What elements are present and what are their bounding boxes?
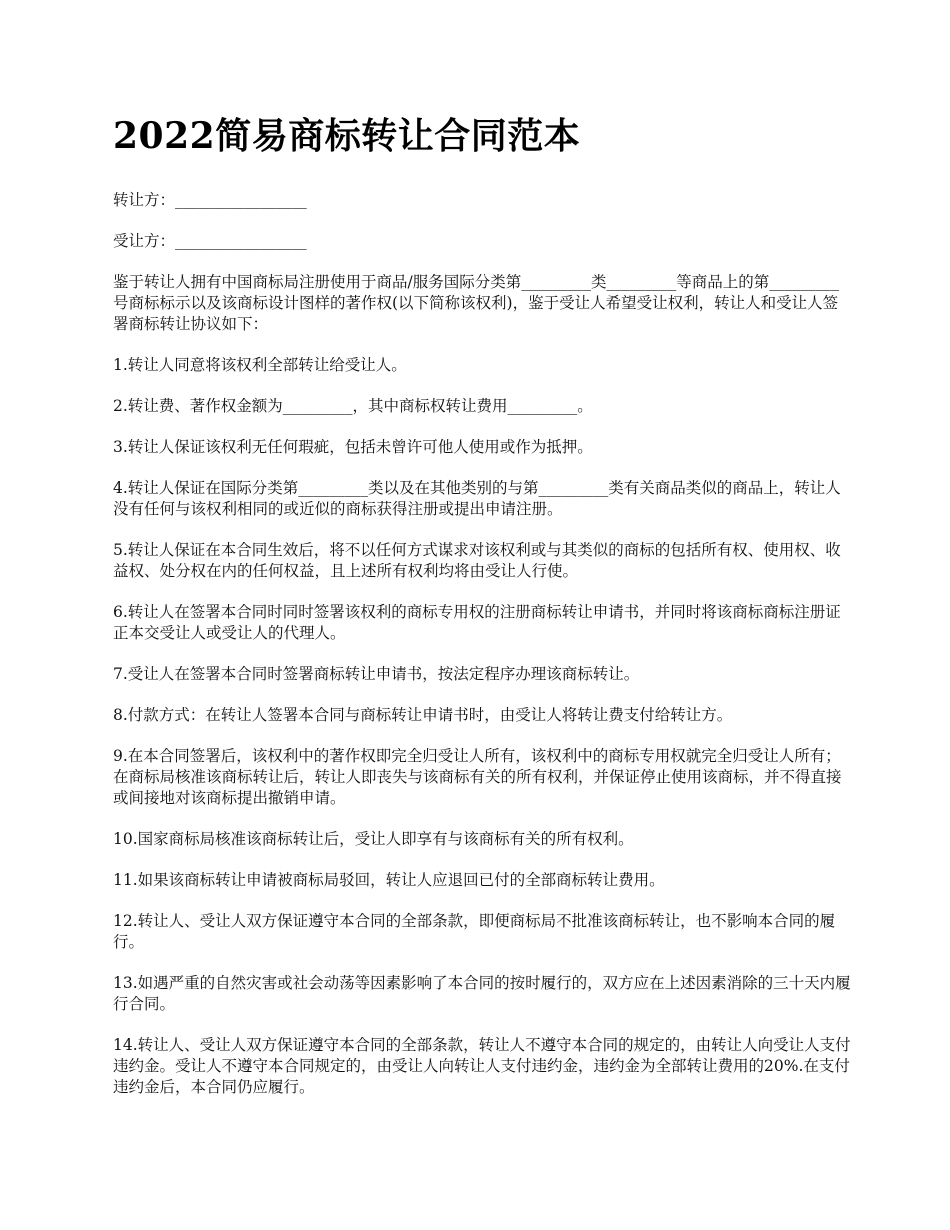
clause-5: 5.转让人保证在本合同生效后，将不以任何方式谋求对该权利或与其类似的商标的包括所有权、使用权、收益权、处分权在内的任何权益，且上述所有权利均将由受让人行使。 [113,541,841,580]
clause-14: 14.转让人、受让人双方保证遵守本合同的全部条款，转让人不遵守本合同的规定的，由转让人向受让人支付违约金。受让人不遵守本合同规定的，由受让人向转让人支付违约金，违约金为全部转让费用的20%.在支付违约金后，本合同仍应履行。 [113,1036,851,1096]
transferee-line: 受让方：_________________ [113,232,307,250]
clause-7: 7.受让人在签署本合同时签署商标转让申请书，按法定程序办理该商标转让。 [113,665,640,683]
clause-1: 1.转让人同意将该权利全部转让给受让人。 [113,356,407,374]
transferor-line: 转让方：_________________ [113,191,307,209]
clause-10: 10.国家商标局核准该商标转让后，受让人即享有与该商标有关的所有权利。 [113,830,634,848]
clause-3: 3.转让人保证该权利无任何瑕疵，包括未曾许可他人使用或作为抵押。 [113,438,593,456]
clause-9: 9.在本合同签署后，该权利中的著作权即完全归受让人所有，该权利中的商标专用权就完全归受让人所有；在商标局核准该商标转让后，转让人即丧失与该商标有关的所有权利，并保证停止使用该商标，并不得直接或间接地对该商标提出撤销申请。 [113,747,842,807]
document-title: 2022简易商标转让合同范本 [113,115,581,157]
clause-11: 11.如果该商标转让申请被商标局驳回，转让人应退回已付的全部商标转让费用。 [113,871,665,889]
clause-2: 2.转让费、著作权金额为_________，其中商标权转让费用_________。 [113,397,593,415]
clause-12: 12.转让人、受让人双方保证遵守本合同的全部条款，即便商标局不批准该商标转让，也不影响本合同的履行。 [113,912,836,951]
clause-6: 6.转让人在签署本合同时同时签署该权利的商标专用权的注册商标转让申请书，并同时将该商标商标注册证正本交受让人或受让人的代理人。 [113,603,841,642]
clause-4: 4.转让人保证在国际分类第_________类以及在其他类别的与第_________类有关商品类似的商品上，转让人没有任何与该权利相同的或近似的商标获得注册或提出申请注册。 [113,479,841,518]
clause-8: 8.付款方式：在转让人签署本合同与商标转让申请书时，由受让人将转让费支付给转让方。 [113,706,733,724]
document-page [113,112,853,1118]
clause-13: 13.如遇严重的自然灾害或社会动荡等因素影响了本合同的按时履行的，双方应在上述因素消除的三十天内履行合同。 [113,974,851,1013]
preamble-paragraph: 鉴于转让人拥有中国商标局注册使用于商品/服务国际分类第_________类_________等商品上的第_________号商标标示以及该商标设计图样的著作权(以下简称该权利)，鉴于受让人希望受让权利，转让人和受让人签署商标转让协议如下： [113,273,839,333]
